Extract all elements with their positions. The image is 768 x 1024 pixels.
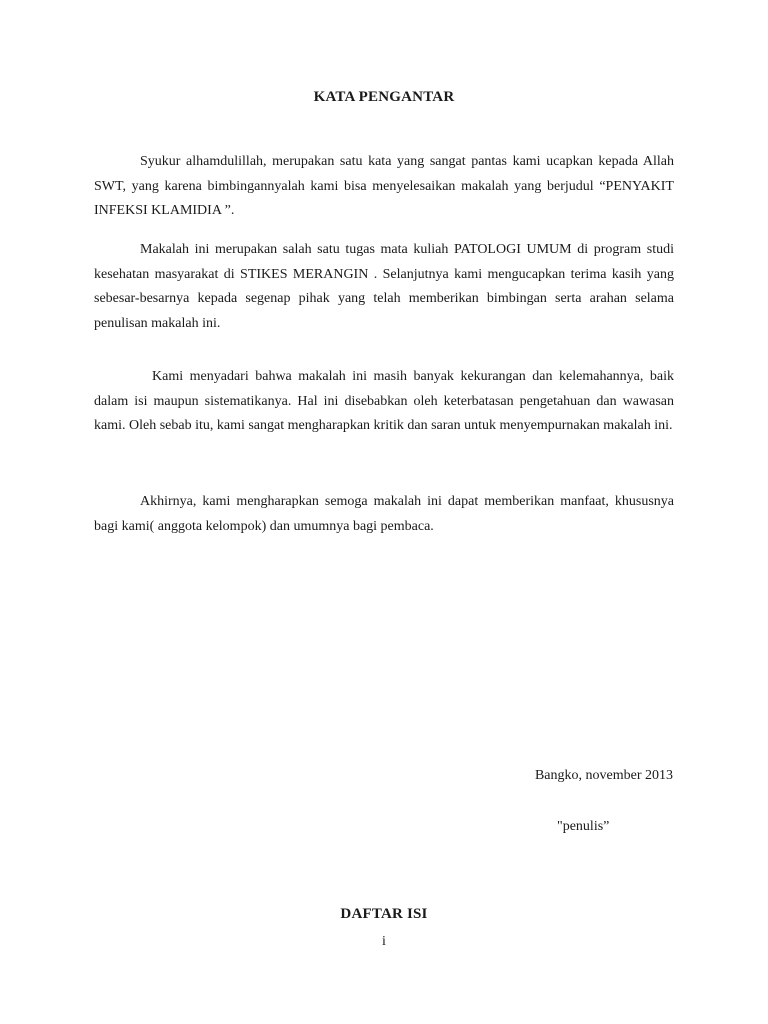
paragraph-1: [94, 150, 674, 224]
paragraph-1-text: Syukur alhamdulillah, merupakan satu kata yang sangat pantas kami ucapkan kepada Allah SWT, yang karena bimbingannyalah kami bisa menyelesaikan makalah yang berjudul “PENYAKIT INFEKSI KLAMIDIA ”.: [94, 154, 674, 218]
paragraph-4: [94, 490, 674, 539]
paragraph-2: [94, 238, 674, 336]
paragraph-3: [94, 365, 674, 439]
paragraph-3-text: Kami menyadari bahwa makalah ini masih banyak kekurangan dan kelemahannya, baik dalam isi maupun sistematikanya. Hal ini disebabkan oleh keterbatasan pengetahuan dan wawasan kami. Oleh sebab itu, kami sangat mengharapkan kritik dan saran untuk menyempurnakan makalah ini.: [94, 369, 674, 433]
paragraph-4-text: Akhirnya, kami mengharapkan semoga makalah ini dapat memberikan manfaat, khususnya bagi kami( anggota kelompok) dan umumnya bagi pembaca.: [94, 494, 674, 534]
place-date: Bangko, november 2013: [534, 768, 673, 783]
page-number: i: [382, 934, 386, 949]
author-signature: "penulis”: [557, 819, 610, 834]
kata-pengantar-title: KATA PENGANTAR: [313, 89, 455, 105]
daftar-isi-title: DAFTAR ISI: [340, 906, 428, 922]
paragraph-2-text: Makalah ini merupakan salah satu tugas mata kuliah PATOLOGI UMUM di program studi kesehatan masyarakat di STIKES MERANGIN . Selanjutnya kami mengucapkan terima kasih yang sebesar-besarnya kepada segenap pihak yang telah memberikan bimbingan serta arahan selama penulisan makalah ini.: [94, 242, 674, 331]
